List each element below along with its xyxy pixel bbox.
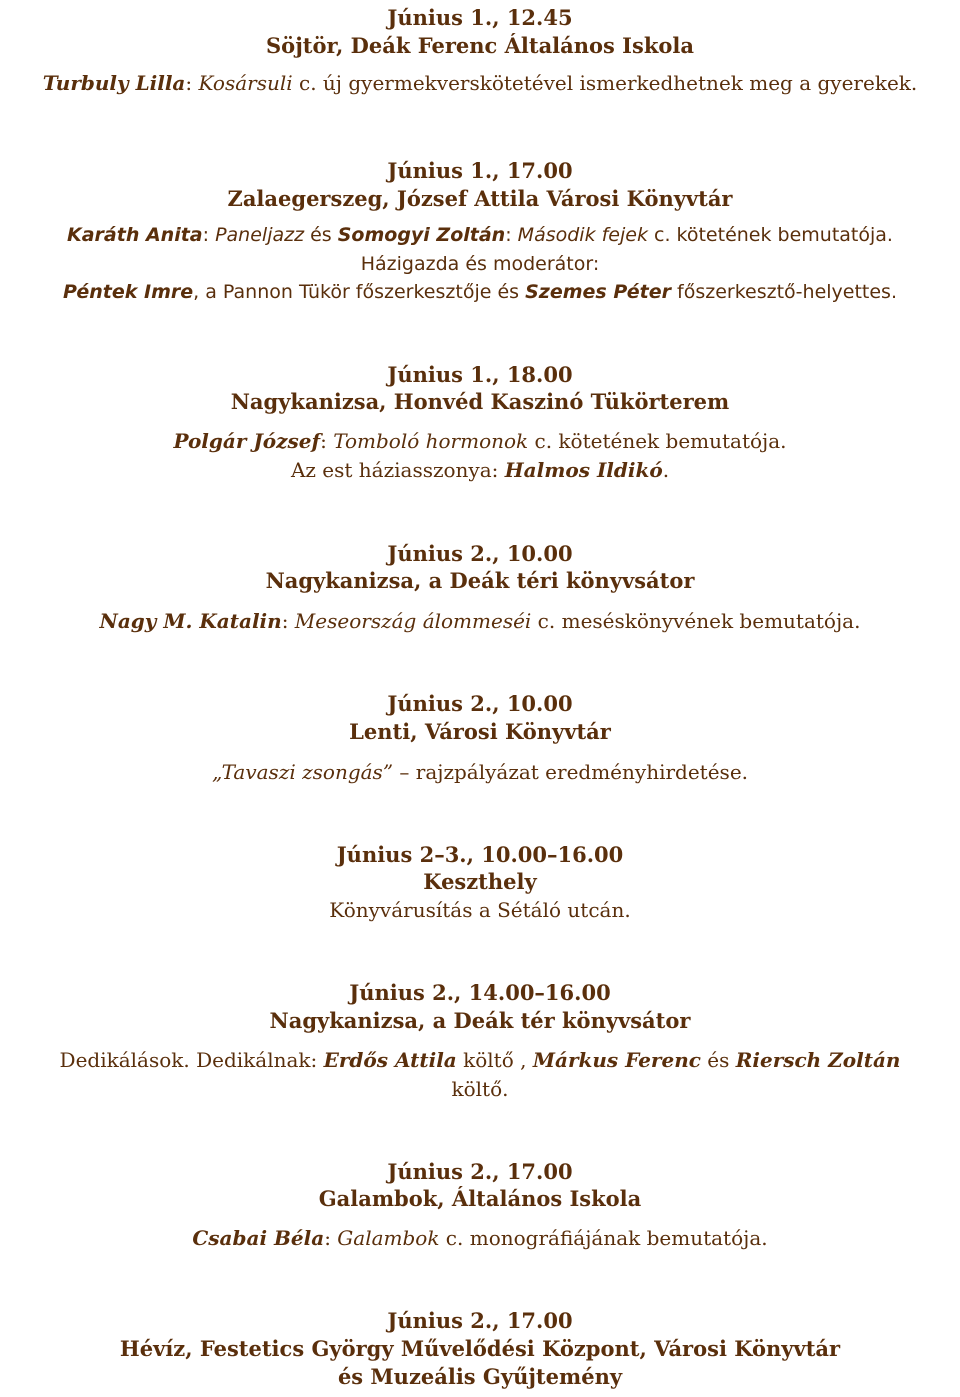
host-name: Péntek Imre [62, 281, 194, 303]
author-name: Karáth Anita [67, 224, 203, 246]
event-date: Június 2., 17.00 [387, 1308, 573, 1333]
event-description: Könyvárusítás a Sétáló utcán. [329, 898, 631, 922]
event-description: Karáth Anita: Paneljazz és Somogyi Zoltán: Második fejek c. kötetének bemutatója. [67, 224, 893, 246]
book-title: Kosársuli [198, 71, 293, 95]
author-name: Erdős Attila [323, 1048, 457, 1072]
event-venue: Söjtör, Deák Ferenc Általános Iskola [266, 33, 694, 58]
hosts-line: Péntek Imre, a Pannon Tükör főszerkesztője és Szemes Péter főszerkesztő-helyettes. [62, 281, 897, 303]
hostess-line: Az est háziasszonya: Halmos Ildikó. [290, 458, 670, 482]
author-name: Nagy M. Katalin [99, 609, 282, 633]
author-name: Turbuly Lilla [42, 71, 186, 95]
author-name: Polgár József [173, 429, 321, 453]
event-venue: Nagykanizsa, a Deák tér könyvsátor [269, 1008, 691, 1033]
author-name: Somogyi Zoltán [337, 224, 506, 246]
event-description: Dedikálások. Dedikálnak: Erdős Attila költő , Márkus Ferenc és Riersch Zoltán [59, 1048, 901, 1072]
book-title: Paneljazz [215, 224, 305, 246]
event-venue: Nagykanizsa, a Deák téri könyvsátor [265, 568, 695, 593]
event-date: Június 2., 14.00–16.00 [349, 980, 611, 1005]
event-date: Június 1., 17.00 [387, 158, 573, 183]
contest-title: „Tavaszi zsongás” [211, 760, 394, 784]
event-date: Június 2., 10.00 [387, 541, 573, 566]
event-date: Június 2., 17.00 [387, 1159, 573, 1184]
book-title: Galambok [337, 1226, 440, 1250]
event-date: Június 2–3., 10.00–16.00 [336, 842, 624, 867]
event-venue-continued: és Muzeális Gyűjtemény [337, 1364, 623, 1389]
author-name: Márkus Ferenc [532, 1048, 701, 1072]
book-title: Meseország álommeséi [294, 609, 532, 633]
event-date: Június 2., 10.00 [387, 691, 573, 716]
event-description: Turbuly Lilla: Kosársuli c. új gyermekverskötetével ismerkedhetnek meg a gyerekek. [42, 71, 918, 95]
event-venue: Galambok, Általános Iskola [318, 1186, 642, 1211]
event-venue: Lenti, Városi Könyvtár [349, 719, 611, 744]
host-label: Házigazda és moderátor: [360, 253, 600, 275]
event-venue: Zalaegerszeg, József Attila Városi Könyvtár [227, 186, 733, 211]
event-description: Nagy M. Katalin: Meseország álommeséi c. meséskönyvének bemutatója. [99, 609, 861, 633]
event-date: Június 1., 12.45 [387, 5, 573, 30]
event-description-continued: költő. [451, 1077, 509, 1101]
event-description: „Tavaszi zsongás” – rajzpályázat eredményhirdetése. [211, 760, 749, 784]
hostess-name: Halmos Ildikó [504, 458, 663, 482]
event-venue: Nagykanizsa, Honvéd Kaszinó Tükörterem [230, 389, 730, 414]
author-name: Csabai Béla [192, 1226, 325, 1250]
event-date: Június 1., 18.00 [387, 362, 573, 387]
event-venue: Keszthely [423, 869, 537, 894]
book-title: Tomboló hormonok [333, 429, 529, 453]
event-description: Csabai Béla: Galambok c. monográfiájának bemutatója. [192, 1226, 768, 1250]
event-description: Polgár József: Tomboló hormonok c. kötetének bemutatója. [173, 429, 787, 453]
book-title: Második fejek [517, 224, 648, 246]
author-name: Riersch Zoltán [735, 1048, 901, 1072]
event-venue: Hévíz, Festetics György Művelődési Központ, Városi Könyvtár [119, 1336, 841, 1361]
host-name: Szemes Péter [525, 281, 671, 303]
